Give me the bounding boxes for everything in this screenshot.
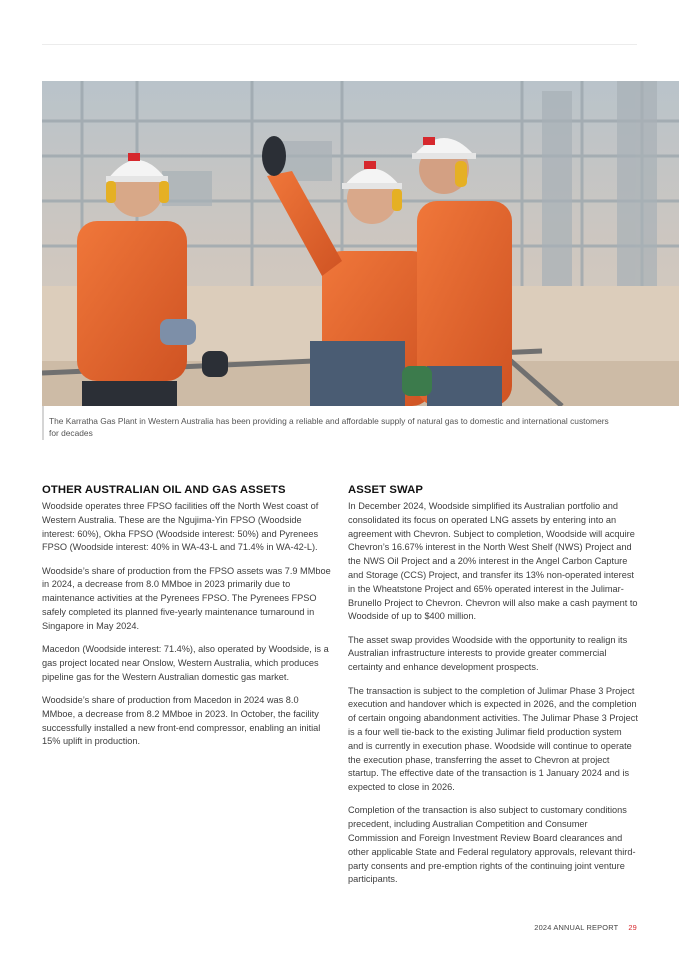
section-heading: ASSET SWAP xyxy=(348,484,424,496)
caption-accent-bar xyxy=(42,406,44,440)
paragraph: In December 2024, Woodside simplified its Australian portfolio and consolidated its focus on operated LNG assets by entering into an agreement with Chevron. Subject to completion, Woodside will acquire Chevron’s 16.67% interest in the North West Shelf (NWS) Project and the NWS Oil Project and a 20% interest in the Angel Carbon Capture and Storage (CCS) Project, and transfer its 13% non-operated interest in the Wheatstone Project and 65% operated interest in the Julimar-Brunello Project to Chevron. Chevron will also make a cash payment to Woodside of up to $400 million. xyxy=(348,501,638,622)
page-number: 29 xyxy=(628,923,637,932)
page-footer xyxy=(534,923,637,932)
asset-swap-section xyxy=(348,484,638,897)
section-heading: OTHER AUSTRALIAN OIL AND GAS ASSETS xyxy=(42,484,286,496)
paragraph: The transaction is subject to the completion of Julimar Phase 3 Project execution and handover which is expected in 2026, and the completion of certain ongoing abandonment activities. The Julimar Phase 3 Project is a four well tie-back to the existing Julimar field production system and is currently in execution phase. Woodside will continue to operate the execution phase, transferring the asset to Chevron at project startup. The effective date of the transaction is 1 January 2024 and is expected to close in 2026. xyxy=(348,685,638,793)
paragraph: Macedon (Woodside interest: 71.4%), also operated by Woodside, is a gas project located near Onslow, Western Australia, which produces pipeline gas for the Western Australian domestic gas market. xyxy=(42,644,329,682)
workers-illustration xyxy=(42,81,679,406)
paragraph: Woodside’s share of production from Macedon in 2024 was 8.0 MMboe, a decrease from 8.2 MMboe in 2023. In October, the facility successfully installed a new front-end compressor, enabling an initial 15% uplift in production. xyxy=(42,695,321,747)
other-australian-assets-section xyxy=(42,484,334,759)
report-title: 2024 ANNUAL REPORT xyxy=(534,923,619,932)
paragraph: Woodside operates three FPSO facilities off the North West coast of Western Australia. These are the Ngujima-Yin FPSO (Woodside interest: 60%), Okha FPSO (Woodside interest: 50%) and Pyrenees FPSO (Woodside interest: 40% in WA-43-L and 71.4% in WA-42-L). xyxy=(42,501,319,553)
top-rule xyxy=(42,44,637,45)
paragraph: Woodside’s share of production from the FPSO assets was 7.9 MMboe in 2024, a decrease from 8.0 MMboe in 2023 primarily due to maintenance activities at the Pyrenees FPSO. The Pyrenees FPSO safely completed its planned five-yearly maintenance turnaround in Singapore in May 2024. xyxy=(42,565,331,631)
paragraph: Completion of the transaction is also subject to customary conditions precedent, including Australian Competition and Consumer Commission and Foreign Investment Review Board clearances and other applicable State and Federal regulatory approvals, relevant third-party consents and pre-emption rights of the continuing joint venture participants. xyxy=(348,805,636,885)
karratha-gas-plant-photo xyxy=(42,81,679,406)
photo-caption: The Karratha Gas Plant in Western Australia has been providing a reliable and affordable supply of natural gas to domestic and international customers for decades xyxy=(49,416,609,438)
paragraph: The asset swap provides Woodside with the opportunity to realign its Australian infrastructure interests to provide greater commercial certainty and enhance development prospects. xyxy=(348,634,628,673)
